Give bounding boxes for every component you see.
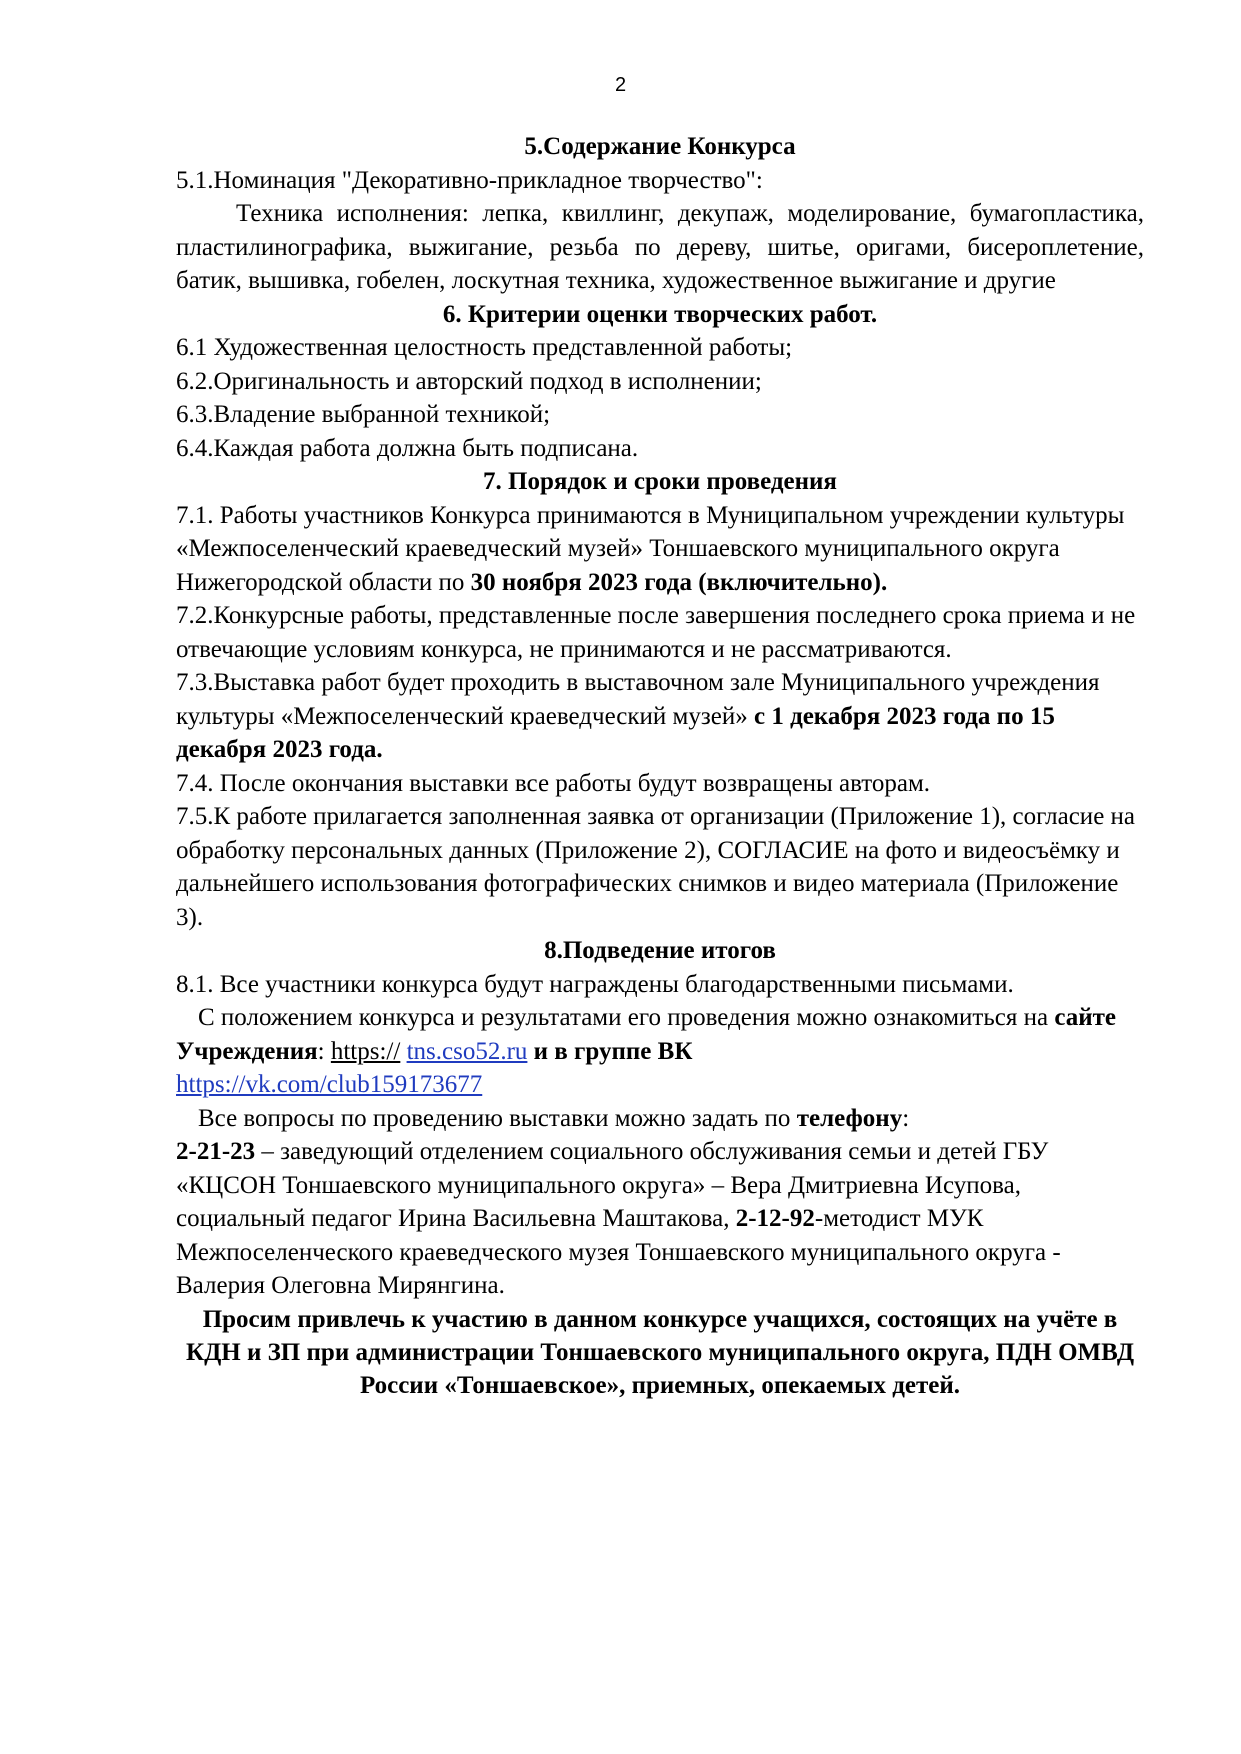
section-6-heading: 6. Критерии оценки творческих работ. <box>442 300 878 328</box>
section-7-1 <box>176 499 1144 600</box>
section-7-3 <box>176 666 1144 767</box>
document-body <box>176 130 1144 1402</box>
section-7-4: 7.4. После окончания выставки все работы будут возвращены авторам. <box>176 769 931 797</box>
site-label: сайте Учреждения <box>176 1004 1116 1065</box>
section-6-item-3: 6.3.Владение выбранной техникой; <box>176 401 551 428</box>
section-8-contacts-intro <box>176 1102 1144 1136</box>
vk-group-link[interactable]: https://vk.com/club159173677 <box>176 1071 483 1098</box>
section-7-3-text: 7.3.Выставка работ будет проходить в выставочном зале Муниципального учреждения культуры «Межпоселенческий краеведческий музей» <box>176 669 1100 730</box>
section-8-1: 8.1. Все участники конкурса будут награждены благодарственными письмами. <box>176 970 1014 998</box>
section-5-1: 5.1.Номинация "Декоративно-прикладное творчество": <box>176 166 763 194</box>
site-colon: : <box>317 1037 331 1065</box>
https-prefix-link[interactable]: https:// <box>330 1037 401 1065</box>
phone-label: телефону <box>796 1104 903 1132</box>
section-6-item-1: 6.1 Художественная целостность представленной работы; <box>176 334 793 361</box>
section-7-5: 7.5.К работе прилагается заполненная заявка от организации (Приложение 1), согласие на обработку персональных данных (Приложение 2), СОГЛАСИЕ на фото и видеосъёмку и дальнейшего использования фотографических снимков и видео материала (Приложение 3). <box>176 803 1136 931</box>
section-7-1-text: 7.1. Работы участников Конкурса принимаются в Муниципальном учреждении культуры «Межпоселенческий краеведческий музей» Тоншаевского муниципального округа Нижегородской области по <box>176 501 1125 596</box>
phone-1: 2-21-23 <box>176 1138 256 1165</box>
vk-group-label: и в группе ВК <box>527 1037 693 1065</box>
section-7-1-deadline: 30 ноября 2023 года (включительно). <box>470 568 888 596</box>
section-5-heading: 5.Содержание Конкурса <box>524 133 796 160</box>
section-7-heading: 7. Порядок и сроки проведения <box>483 468 837 495</box>
contacts-detail-2: -методист МУК Межпоселенческого краеведческого музея Тоншаевского муниципального округа - Валерия Олеговна Мирянгина. <box>176 1205 1061 1299</box>
section-5-techniques: Техника исполнения: лепка, квиллинг, декупаж, моделирование, бумагопластика, пластилинографика, выжигание, резьба по дереву, шитье, оригами, бисероплетение, батик, вышивка, гобелен, лоскутная техника, художественное выжигание и другие <box>176 200 1144 294</box>
section-8-heading: 8.Подведение итогов <box>544 937 776 964</box>
phone-2: 2-12-92 <box>735 1205 815 1232</box>
contacts-colon: : <box>902 1104 910 1132</box>
contacts-text: Все вопросы по проведению выставки можно задать по <box>198 1104 797 1132</box>
section-6-item-2: 6.2.Оригинальность и авторский подход в исполнении; <box>176 367 762 395</box>
section-8-contacts <box>176 1135 1144 1303</box>
section-7-2: 7.2.Конкурсные работы, представленные после завершения последнего срока приема и не отвечающие условиям конкурса, не принимаются и не рассматриваются. <box>176 602 1136 663</box>
section-7-3-dates: с 1 декабря 2023 года по 15 декабря 2023 года. <box>176 702 1055 763</box>
site-link[interactable]: tns.cso52.ru <box>406 1037 528 1065</box>
section-8-links <box>176 1001 1144 1102</box>
contacts-detail-1: – заведующий отделением социального обслуживания семьи и детей ГБУ «КЦСОН Тоншаевского муниципального округа» – Вера Дмитриевна Исупова, социальный педагог Ирина Васильевна Маштакова, <box>176 1138 1049 1232</box>
closing-request: Просим привлечь к участию в данном конкурсе учащихся, состоящих на учёте в КДН и ЗП при администрации Тоншаевского муниципального округа, ПДН ОМВД России «Тоншаевское», приемных, опекаемых детей. <box>185 1305 1135 1399</box>
section-6-item-4: 6.4.Каждая работа должна быть подписана. <box>176 434 639 462</box>
page-number: 2 <box>614 74 627 96</box>
links-text: С положением конкурса и результатами его проведения можно ознакомиться на <box>198 1004 1055 1031</box>
